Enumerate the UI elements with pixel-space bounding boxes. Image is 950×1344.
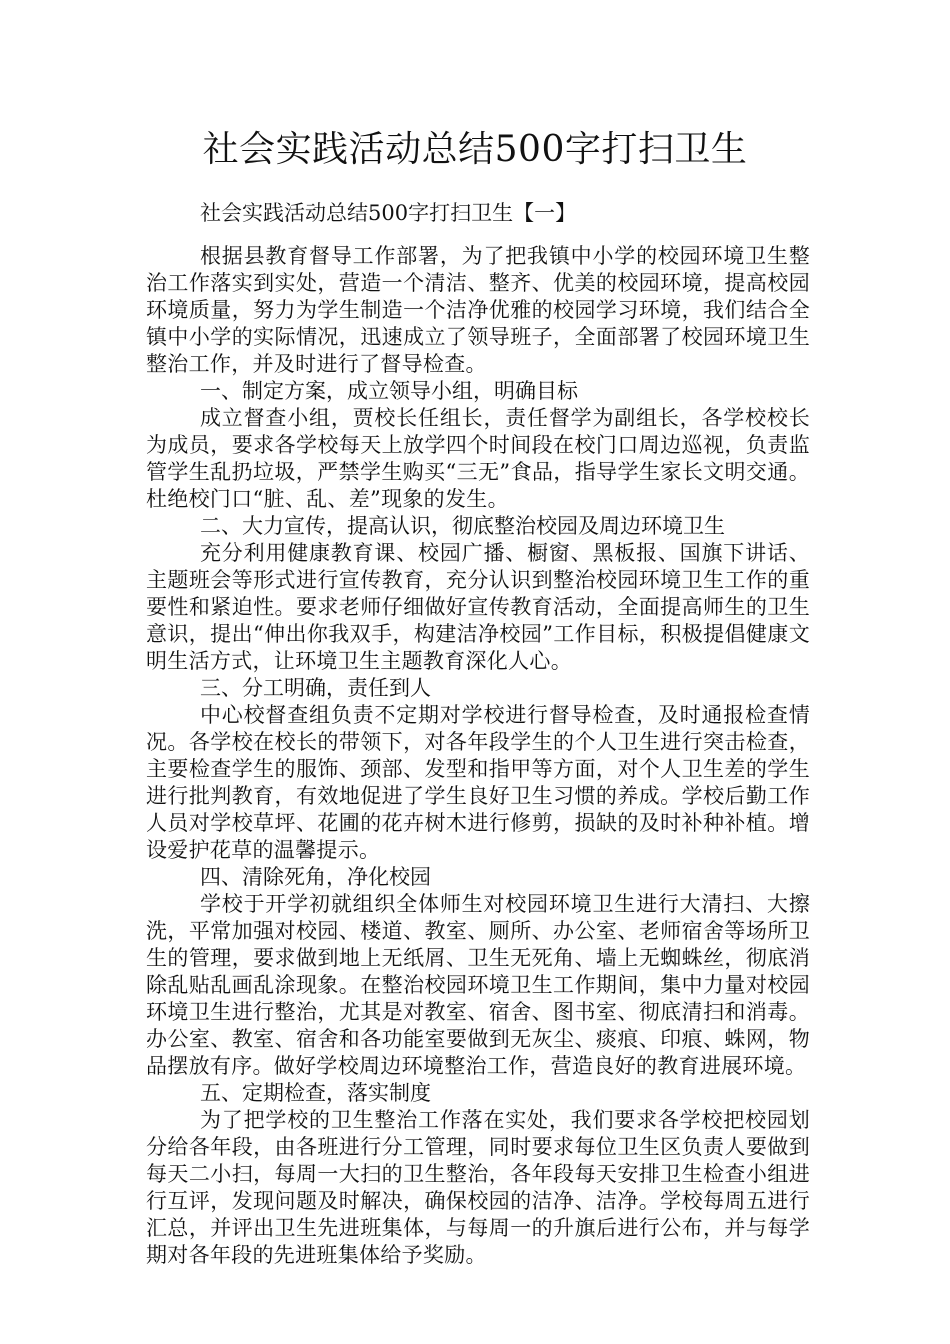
section-paragraph-2: 充分利用健康教育课、校园广播、橱窗、黑板报、国旗下讲话、主题班会等形式进行宣传教育，充分认识到整治校园环境卫生工作的重要性和紧迫性。要求老师仔细做好宣传教育活动，全面提高师生的卫生意识，提出“伸出你我双手，构建洁净校园”工作目标，积极提倡健康文明生活方式，让环境卫生主题教育深化人心。 [146,541,810,673]
section-paragraph-4: 学校于开学初就组织全体师生对校园环境卫生进行大清扫、大擦洗，平常加强对校园、楼道、教室、厕所、办公室、老师宿舍等场所卫生的管理，要求做到地上无纸屑、卫生无死角、墙上无蜘蛛丝，彻底消除乱贴乱画乱涂现象。在整治校园环境卫生工作期间，集中力量对校园环境卫生进行整治，尤其是对教室、宿舍、图书室、彻底清扫和消毒。办公室、教室、宿舍和各功能室要做到无灰尘、痰痕、印痕、蛛网，物品摆放有序。做好学校周边环境整治工作，营造良好的教育进展环境。 [146,892,810,1078]
section-heading-2: 二、大力宣传，提高认识，彻底整治校园及周边环境卫生 [200,514,725,538]
section-heading-5: 五、定期检查，落实制度 [200,1081,431,1105]
intro-paragraph: 根据县教育督导工作部署，为了把我镇中小学的校园环境卫生整治工作落实到实处，营造一个清洁、整齐、优美的校园环境，提高校园环境质量，努力为学生制造一个洁净优雅的校园学习环境，我们结合全镇中小学的实际情况，迅速成立了领导班子，全面部署了校园环境卫生整治工作，并及时进行了督导检查。 [146,244,810,376]
section-heading-1: 一、制定方案，成立领导小组，明确目标 [200,379,578,403]
document-body [146,243,810,1269]
section-paragraph-5: 为了把学校的卫生整治工作落在实处，我们要求各学校把校园划分给各年段，由各班进行分工管理，同时要求每位卫生区负责人要做到每天二小扫，每周一大扫的卫生整治，各年段每天安排卫生检查小组进行互评，发现问题及时解决，确保校园的洁净、洁净。学校每周五进行汇总，并评出卫生先进班集体，与每周一的升旗后进行公布，并与每学期对各年段的先进班集体给予奖励。 [146,1108,810,1267]
section-heading-3: 三、分工明确，责任到人 [200,676,431,700]
section-paragraph-1: 成立督查小组，贾校长任组长，责任督学为副组长，各学校校长为成员，要求各学校每天上放学四个时间段在校门口周边巡视，负责监管学生乱扔垃圾，严禁学生购买“三无”食品，指导学生家长文明交通。杜绝校门口“脏、乱、差”现象的发生。 [146,406,810,511]
section-paragraph-3: 中心校督查组负责不定期对学校进行督导检查，及时通报检查情况。各学校在校长的带领下，对各年段学生的个人卫生进行突击检查，主要检查学生的服饰、颈部、发型和指甲等方面，对个人卫生差的学生进行批判教育，有效地促进了学生良好卫生习惯的养成。学校后勤工作人员对学校草坪、花圃的花卉树木进行修剪，损缺的及时补种补植。增设爱护花草的温馨提示。 [146,703,810,862]
document-subtitle: 社会实践活动总结500字打扫卫生【一】 [200,201,577,225]
document-title: 社会实践活动总结500字打扫卫生 [202,129,748,170]
section-heading-4: 四、清除死角，净化校园 [200,865,431,889]
